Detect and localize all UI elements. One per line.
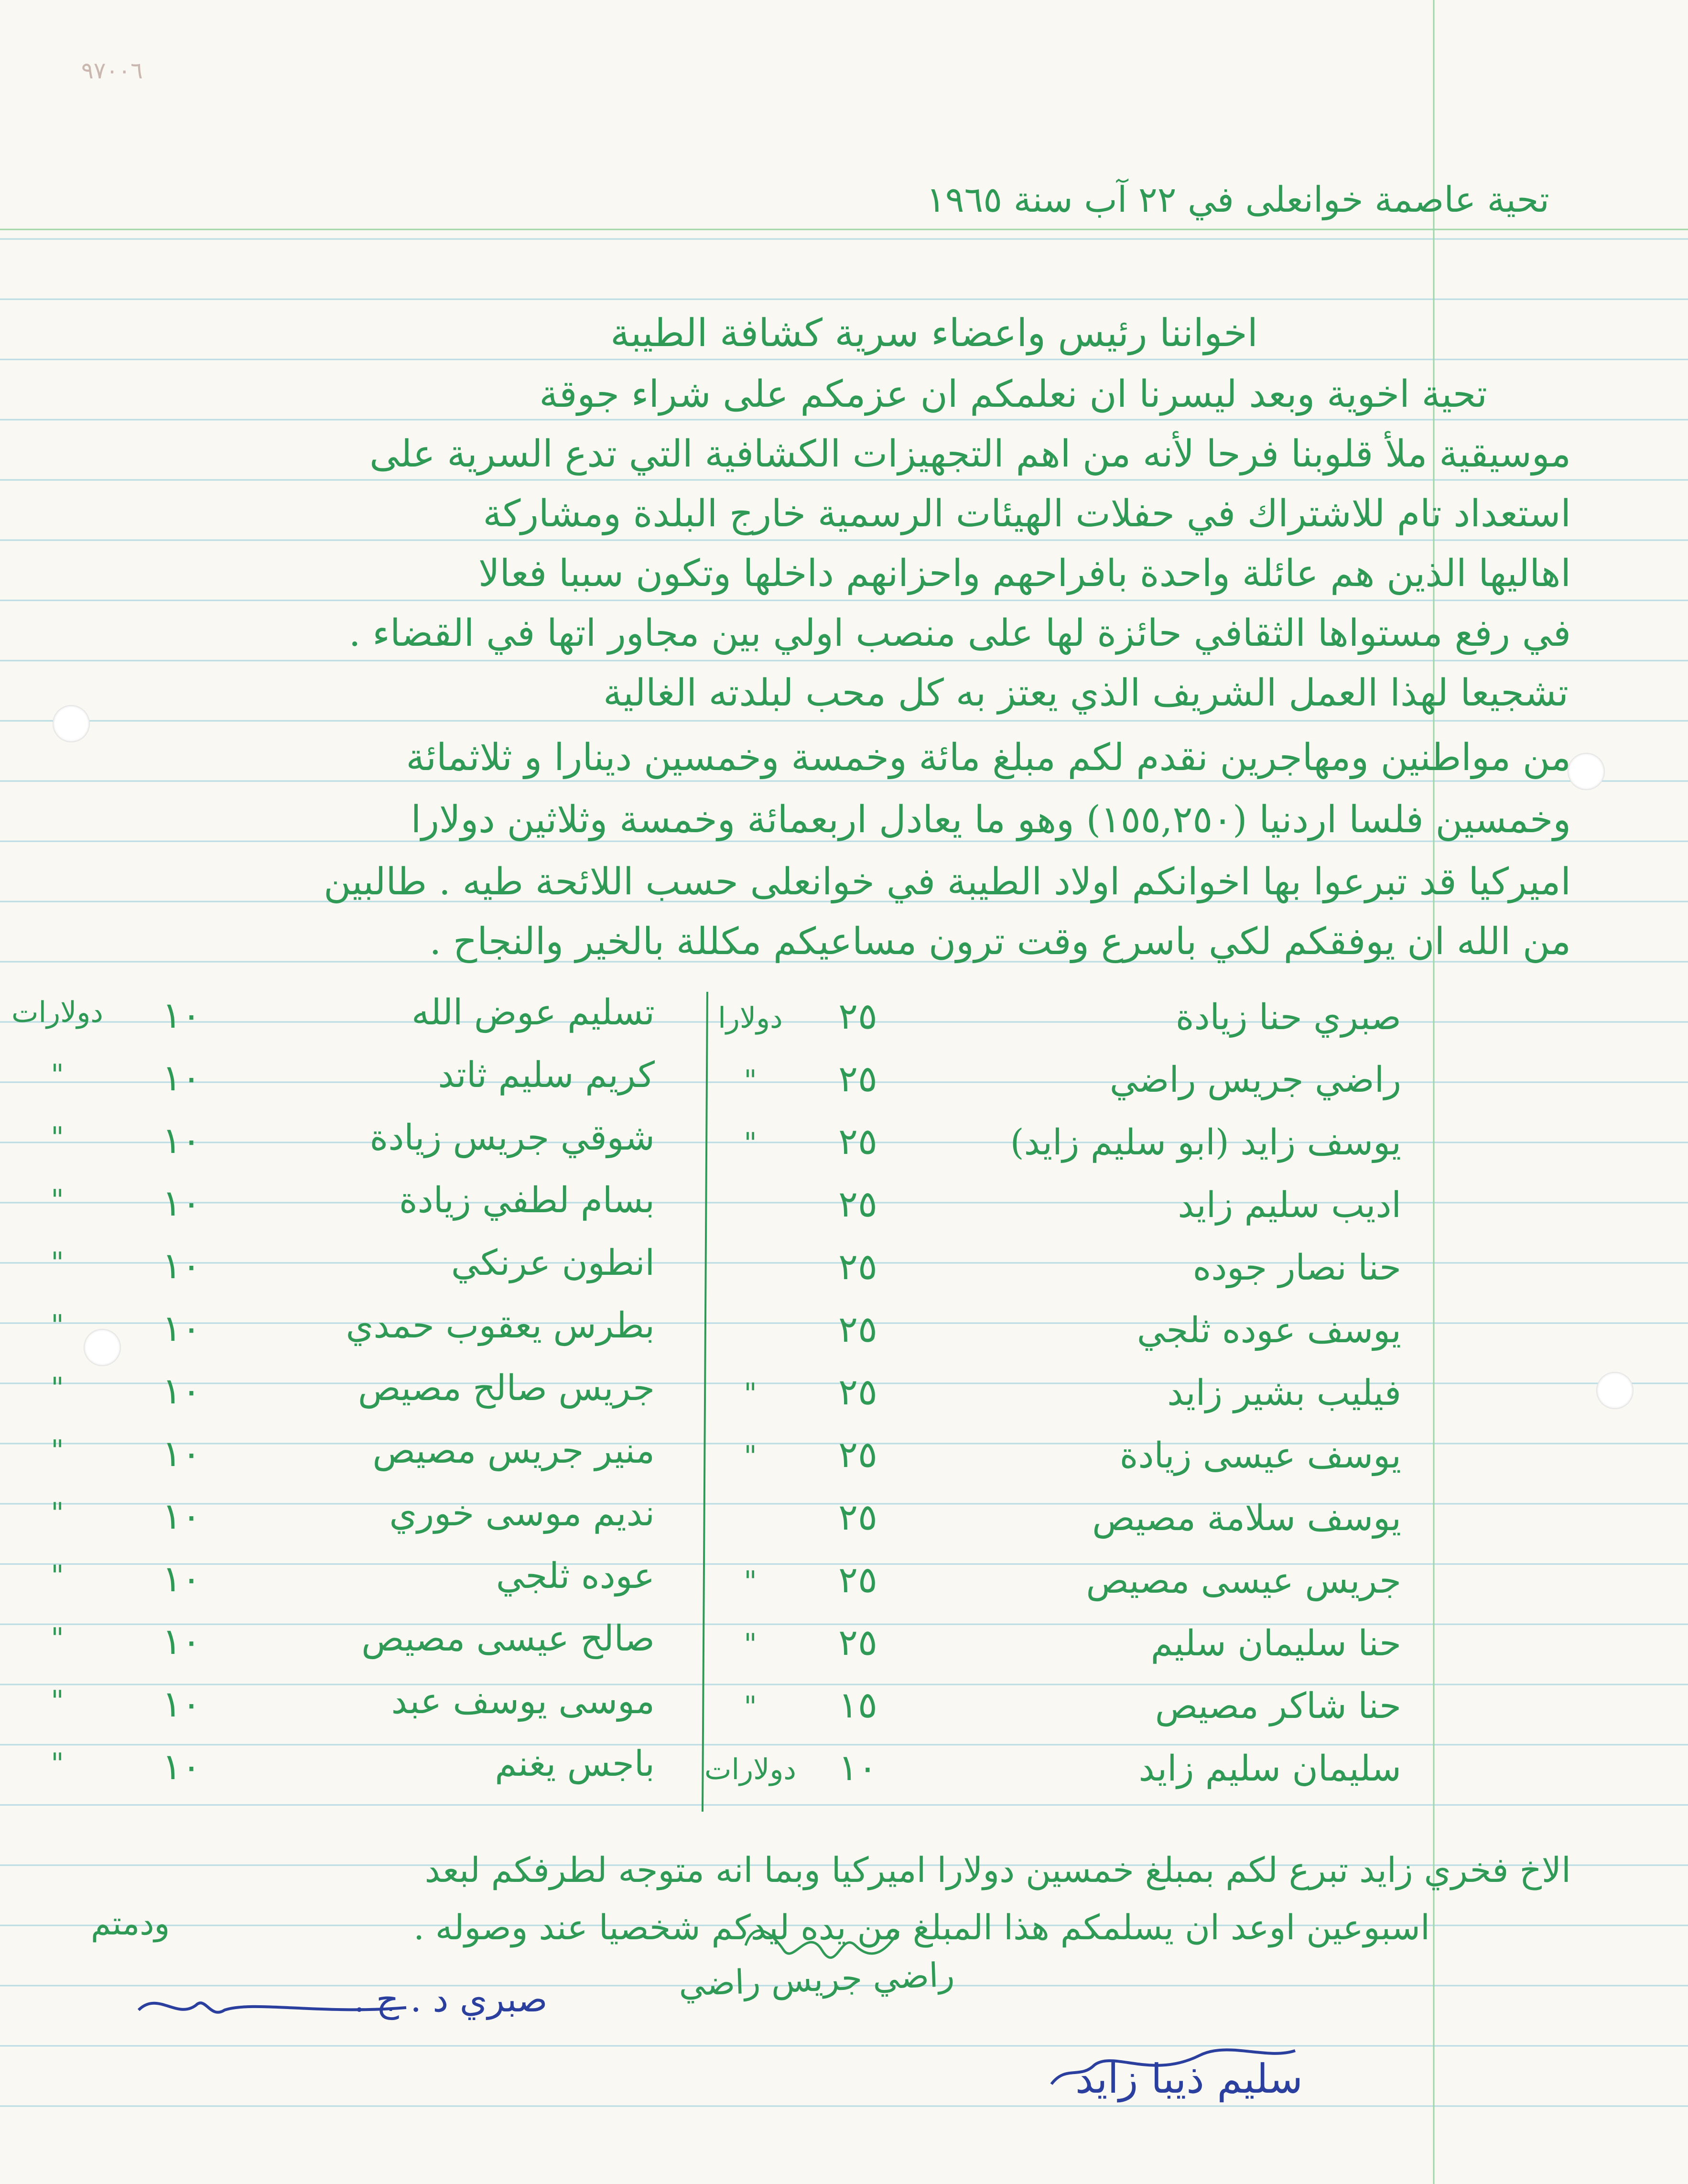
signature-names-green: راضي جريس راضي <box>678 1955 955 2004</box>
donor-currency: " <box>744 1690 757 1724</box>
donor-amount: ٢٥ <box>838 995 877 1037</box>
donor-amount: ٢٥ <box>838 1558 877 1601</box>
donor-name: سليمان سليم زايد <box>1138 1748 1401 1789</box>
donor-amount: ٢٥ <box>838 1621 877 1663</box>
donor-name: حنا سليمان سليم <box>1150 1623 1401 1664</box>
donor-currency: دولارات <box>704 1753 797 1786</box>
donor-name: بسام لطفي زيادة <box>399 1180 655 1221</box>
donor-amount: ١٠ <box>162 1119 201 1162</box>
donor-amount: ٢٥ <box>838 1245 877 1288</box>
body-line: اميركيا قد تبرعوا بها اخوانكم اولاد الطيبة في خوانعلى حسب اللائحة طيه . طالبين <box>324 860 1571 903</box>
donor-currency: " <box>744 1565 757 1598</box>
donor-name: صبري حنا زيادة <box>1175 997 1401 1038</box>
body-line: استعداد تام للاشتراك في حفلات الهيئات الرسمية خارج البلدة ومشاركة <box>483 492 1571 535</box>
donor-currency: " <box>51 1559 64 1593</box>
donor-currency: دولارا <box>718 1001 783 1035</box>
donor-currency: " <box>51 1434 64 1467</box>
donor-name: جريس صالح مصيص <box>357 1368 655 1409</box>
closing: ودمتم <box>91 1905 170 1943</box>
donor-currency: " <box>51 1684 64 1718</box>
donor-amount: ٢٥ <box>838 1433 877 1476</box>
donor-amount: ١٠ <box>162 1244 201 1287</box>
donor-name: كريم سليم ثاتد <box>438 1054 655 1096</box>
donor-amount: ١٠ <box>162 1432 201 1475</box>
salutation: اخواننا رئيس واعضاء سرية كشافة الطيبة <box>610 311 1258 355</box>
donor-name: يوسف عوده ثلجي <box>1136 1310 1401 1351</box>
donor-name: نديم موسى خوري <box>389 1493 655 1534</box>
donor-currency: " <box>51 1058 64 1092</box>
body-line: تحية اخوية وبعد ليسرنا ان نعلمكم ان عزمكم على شراء جوقة <box>539 373 1487 416</box>
donor-name: انطون عرنكي <box>451 1242 655 1283</box>
donor-name: جريس عيسى مصيص <box>1086 1560 1401 1601</box>
dateline: تحية عاصمة خوانعلى في ٢٢ آب سنة ١٩٦٥ <box>926 179 1549 220</box>
donor-amount: ٢٥ <box>838 1496 877 1538</box>
donor-currency: " <box>51 1246 64 1280</box>
donor-name: اديب سليم زايد <box>1178 1184 1401 1226</box>
footer-line-1: الاخ فخري زايد تبرع لكم بمبلغ خمسين دولارا اميركيا وبما انه متوجه لطرفكم لبعد <box>424 1850 1571 1890</box>
donor-name: حنا شاكر مصيص <box>1155 1685 1401 1727</box>
donor-name: موسى يوسف عبد <box>391 1681 655 1722</box>
donor-amount: ١٠ <box>162 1369 201 1412</box>
body-line: وخمسين فلسا اردنيا (١٥٥,٢٥٠) وهو ما يعادل اربعمائة وخمسة وثلاثين دولارا <box>411 798 1571 841</box>
donor-currency: " <box>744 1377 757 1411</box>
donor-currency: " <box>744 1440 757 1473</box>
donor-amount: ١٠ <box>162 1557 201 1600</box>
donor-amount: ٢٥ <box>838 1370 877 1413</box>
donor-currency: " <box>51 1184 64 1217</box>
donor-currency: " <box>51 1747 64 1781</box>
donor-amount: ١٥ <box>838 1684 877 1726</box>
donor-name: باجس يغنم <box>495 1743 655 1784</box>
donor-name: يوسف عيسى زيادة <box>1119 1435 1401 1476</box>
footer-line-2: اسبوعين اوعد ان يسلمكم هذا المبلغ من يده ليدكم شخصيا عند وصوله . <box>413 1907 1430 1947</box>
signature-blue-2: سليم ذيبا زايد <box>1075 2055 1303 2102</box>
donor-name: يوسف سلامة مصيص <box>1092 1498 1401 1539</box>
body-line: اهاليها الذين هم عائلة واحدة بافراحهم واحزانهم داخلها وتكون سببا فعالا <box>478 552 1571 595</box>
donor-currency: " <box>51 1121 64 1154</box>
donor-name: صالح عيسى مصيص <box>361 1618 655 1659</box>
body-line: من مواطنين ومهاجرين نقدم لكم مبلغ مائة وخمسة وخمسين دينارا و ثلاثمائة <box>406 736 1571 779</box>
donor-amount: ٢٥ <box>838 1057 877 1100</box>
signature-blue-1: صبري د . ج . <box>354 1979 548 2020</box>
donor-amount: ١٠ <box>162 1620 201 1662</box>
body-line: تشجيعا لهذا العمل الشريف الذي يعتز به كل محب لبلدته الغالية <box>603 672 1569 715</box>
donor-name: شوقي جريس زيادة <box>369 1117 655 1158</box>
donor-amount: ٢٥ <box>838 1308 877 1350</box>
donor-amount: ٢٥ <box>838 1183 877 1225</box>
body-line: موسيقية ملأ قلوبنا فرحا لأنه من اهم التجهيزات الكشافية التي تدع السرية على <box>369 433 1571 476</box>
donor-name: فيليب بشير زايد <box>1167 1372 1401 1413</box>
body-line: في رفع مستواها الثقافي حائزة لها على منصب اولي بين مجاور اتها في القضاء . <box>348 612 1571 655</box>
donor-amount: ١٠ <box>162 1056 201 1099</box>
donor-currency: دولارات <box>11 996 104 1029</box>
donor-amount: ١٠ <box>162 994 201 1036</box>
donor-name: تسليم عوض الله <box>411 992 655 1033</box>
donor-name: يوسف زايد (ابو سليم زايد) <box>1010 1122 1401 1163</box>
donor-currency: " <box>51 1309 64 1342</box>
donor-amount: ١٠ <box>162 1307 201 1349</box>
donor-currency: " <box>51 1622 64 1655</box>
donor-name: راضي جريس راضي <box>1109 1059 1401 1100</box>
donor-name: عوده ثلجي <box>496 1555 655 1597</box>
donor-amount: ١٠ <box>162 1182 201 1224</box>
donor-currency: " <box>51 1497 64 1530</box>
donor-currency: " <box>744 1064 757 1097</box>
donor-name: بطرس يعقوب حمدي <box>346 1305 655 1346</box>
donor-amount: ٢٥ <box>838 1120 877 1163</box>
donor-amount: ١٠ <box>162 1745 201 1788</box>
body-line: من الله ان يوفقكم لكي باسرع وقت ترون مساعيكم مكللة بالخير والنجاح . <box>429 920 1571 963</box>
donor-currency: " <box>744 1628 757 1661</box>
donor-name: حنا نصار جوده <box>1192 1247 1401 1288</box>
donor-currency: " <box>744 1127 757 1160</box>
donor-name: منير جريس مصيص <box>372 1430 655 1471</box>
archive-mark: ٩٧٠٠٦ <box>81 57 143 84</box>
donor-amount: ١٠ <box>838 1746 877 1789</box>
donor-currency: " <box>51 1371 64 1405</box>
donor-amount: ١٠ <box>162 1683 201 1725</box>
donor-amount: ١٠ <box>162 1495 201 1537</box>
